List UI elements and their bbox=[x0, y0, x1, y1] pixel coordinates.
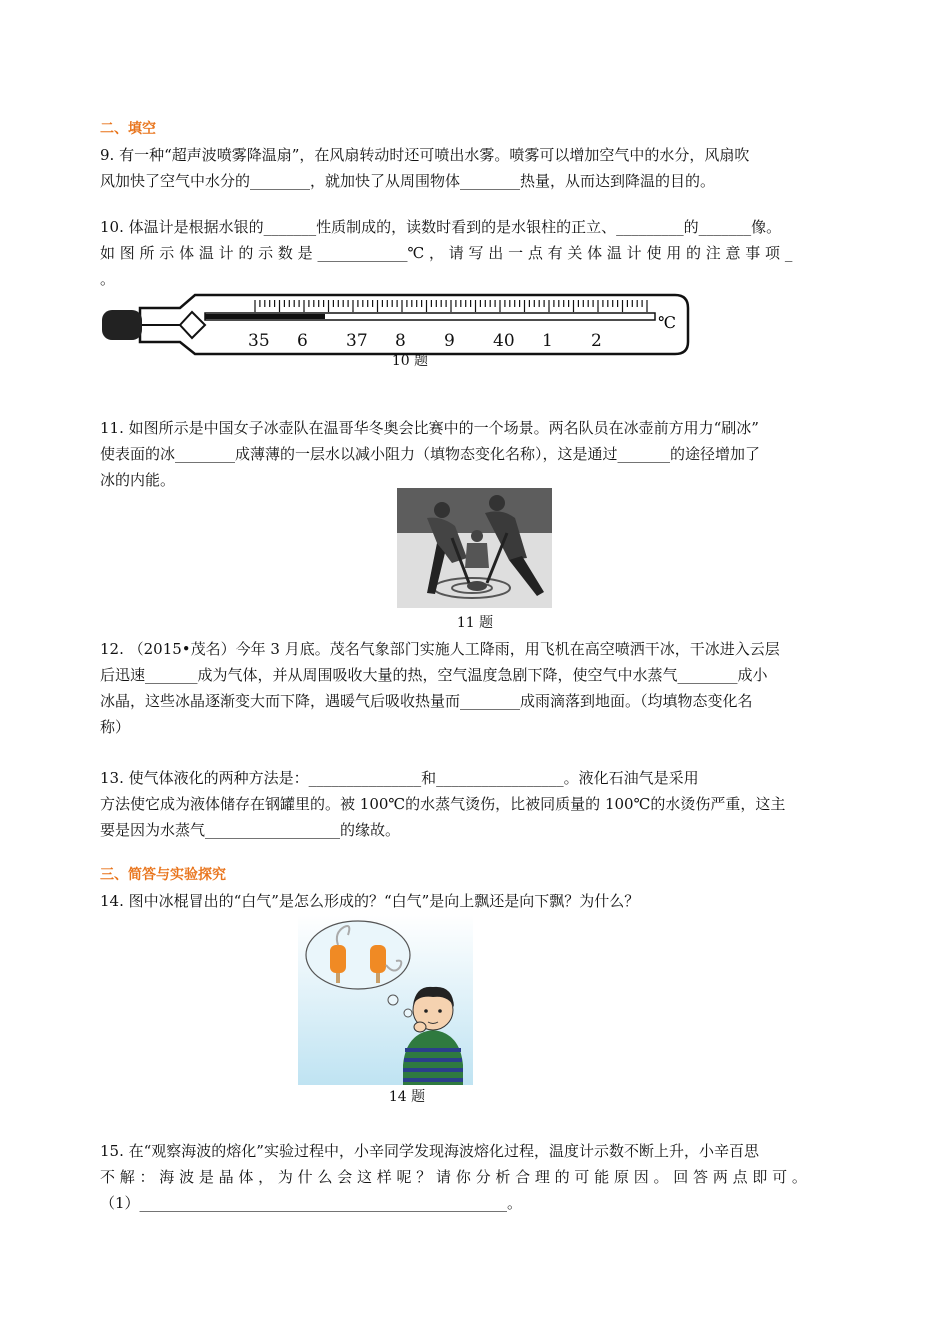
q13-line2: 方法使它成为液体储存在钢罐里的。被 100℃的水蒸气烫伤，比被同质量的 100℃的水烫伤严重，这主 bbox=[100, 795, 786, 813]
q10-line3: 。 bbox=[100, 270, 116, 288]
q13-line1: 13. 使气体液化的两种方法是：_______________和_________________。液化石油气是采用 bbox=[100, 769, 699, 787]
caption-10: 10 题 bbox=[391, 353, 429, 369]
q10-line2: 如 图 所 示 体 温 计 的 示 数 是 ____________℃ ， 请 写 出 一 点 有 关 体 温 计 使 用 的 注 意 事 项 _ bbox=[100, 244, 793, 262]
scale-label: 2 bbox=[591, 331, 602, 351]
q15-line1: 15. 在“观察海波的熔化”实验过程中，小辛同学发现海波熔化过程，温度计示数不断上升，小辛百思 bbox=[100, 1142, 759, 1160]
q15-line2: 不 解 ： 海 波 是 晶 体 ， 为 什 么 会 这 样 呢 ？ 请 你 分 析 合 理 的 可 能 原 因 。 回 答 两 点 即 可 。 bbox=[100, 1168, 807, 1186]
scale-label: 9 bbox=[444, 331, 455, 351]
popsicle-icon bbox=[370, 945, 386, 973]
q12-line1: 12. （2015•茂名）今年 3 月底。茂名气象部门实施人工降雨，用飞机在高空喷洒干冰，干冰进入云层 bbox=[100, 640, 780, 658]
section-title-fill-blank: 二、填空 bbox=[100, 121, 156, 137]
q9-line2: 风加快了空气中水分的________，就加快了从周围物体________热量，从而达到降温的目的。 bbox=[100, 172, 716, 190]
q14-line1: 14. 图中冰棍冒出的“白气”是怎么形成的？“白气”是向上飘还是向下飘？为什么？ bbox=[100, 892, 640, 910]
question-14 bbox=[100, 888, 860, 914]
boy-popsicle-illustration bbox=[298, 915, 473, 1085]
unit-label: ℃ bbox=[658, 313, 676, 332]
q12-line2: 后迅速_______成为气体，并从周围吸收大量的热，空气温度急剧下降，使空气中水蒸气________成小 bbox=[100, 666, 768, 684]
caption-14: 14 题 bbox=[388, 1089, 426, 1105]
q9-line1: 9. 有一种“超声波喷雾降温扇”，在风扇转动时还可喷出水雾。喷雾可以增加空气中的水分，风扇吹 bbox=[100, 146, 750, 164]
question-11 bbox=[100, 415, 860, 493]
q13-line3: 要是因为水蒸气__________________的缘故。 bbox=[100, 821, 401, 839]
q11-line2: 使表面的冰________成薄薄的一层水以减小阻力（填物态变化名称），这是通过_______的途径增加了 bbox=[100, 445, 761, 463]
curling-photo bbox=[397, 488, 552, 608]
question-10 bbox=[100, 214, 860, 292]
popsicle-icon bbox=[330, 945, 346, 973]
q12-line3: 冰晶，这些冰晶逐渐变大而下降，遇暖气后吸收热量而________成雨滴落到地面。（均填物态变化名 bbox=[100, 692, 753, 710]
section-title-short-answer: 三、简答与实验探究 bbox=[100, 867, 226, 883]
scale-label: 1 bbox=[542, 331, 553, 351]
question-9 bbox=[100, 142, 860, 194]
scale-label: 6 bbox=[297, 331, 308, 351]
caption-11: 11 题 bbox=[456, 615, 494, 631]
scale-label: 40 bbox=[493, 331, 515, 351]
mercury-column bbox=[205, 314, 325, 319]
scale-label: 35 bbox=[248, 331, 270, 351]
q11-line3: 冰的内能。 bbox=[100, 471, 176, 489]
question-13 bbox=[100, 765, 860, 843]
scale-label: 8 bbox=[395, 331, 406, 351]
q15-line3: （1）_________________________________________________。 bbox=[100, 1194, 523, 1212]
thermometer-figure bbox=[100, 290, 700, 356]
q12-line4: 称） bbox=[100, 718, 131, 736]
scale-label: 37 bbox=[346, 331, 368, 351]
question-12 bbox=[100, 636, 860, 740]
q11-line1: 11. 如图所示是中国女子冰壶队在温哥华冬奥会比赛中的一个场景。两名队员在冰壶前方用力“刷冰” bbox=[100, 419, 759, 437]
question-15 bbox=[100, 1138, 860, 1216]
q10-line1: 10. 体温计是根据水银的_______性质制成的，读数时看到的是水银柱的正立、_________的_______像。 bbox=[100, 218, 782, 236]
mercury-bulb-icon bbox=[102, 310, 142, 340]
